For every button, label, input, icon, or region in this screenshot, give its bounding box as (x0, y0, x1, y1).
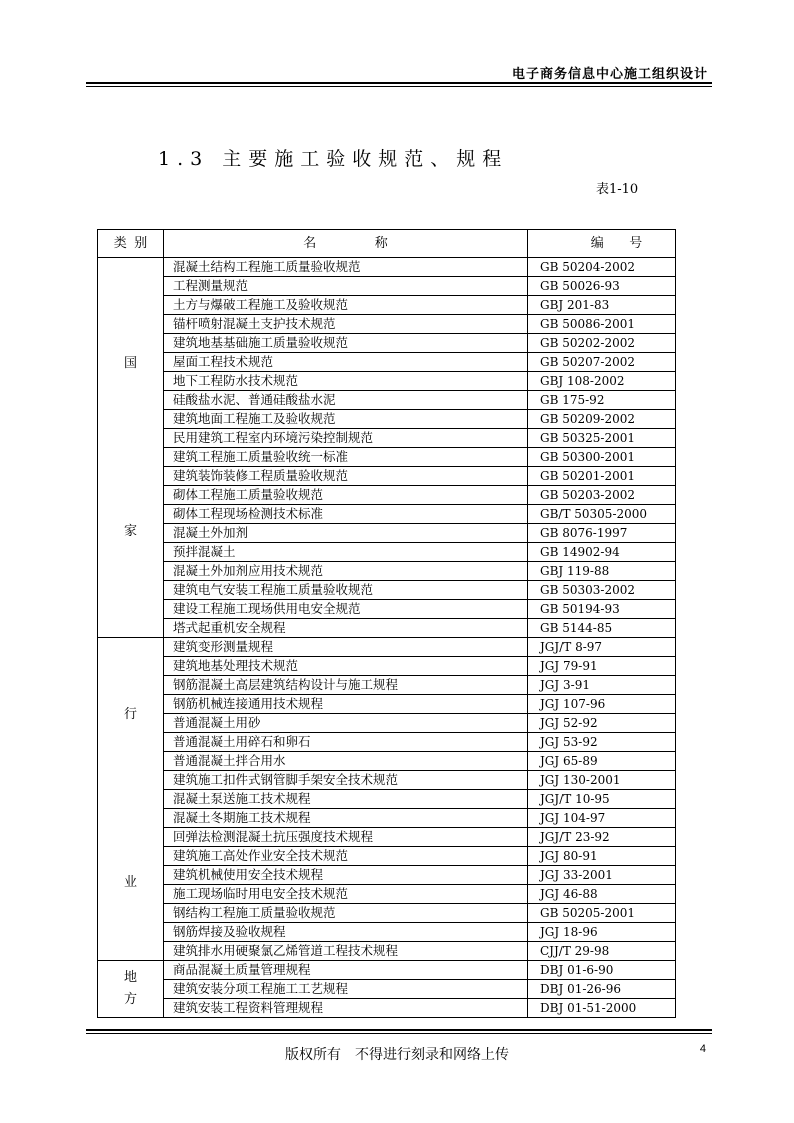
table-row (98, 391, 676, 410)
standard-code: JGJ 46-88 (528, 885, 676, 904)
standard-code: GB/T 50305-2000 (528, 505, 676, 524)
standard-name: 建筑地基处理技术规范 (164, 657, 528, 676)
category-label-char: 方 (123, 992, 137, 1007)
standard-name: 建筑装饰装修工程质量验收规范 (164, 467, 528, 486)
table-row (98, 600, 676, 619)
table-row (98, 771, 676, 790)
standard-code: GB 50207-2002 (528, 353, 676, 372)
standard-code: GB 50202-2002 (528, 334, 676, 353)
standard-code: JGJ 3-91 (528, 676, 676, 695)
standard-code: JGJ 65-89 (528, 752, 676, 771)
standard-code: CJJ/T 29-98 (528, 942, 676, 961)
standard-name: 商品混凝土质量管理规程 (164, 961, 528, 980)
header-code (528, 230, 676, 258)
category-label-char: 家 (123, 523, 137, 539)
table-row (98, 904, 676, 923)
standard-name: 混凝土结构工程施工质量验收规范 (164, 258, 528, 277)
table-row (98, 657, 676, 676)
standard-name: 混凝土冬期施工技术规程 (164, 809, 528, 828)
table-row (98, 296, 676, 315)
page-number: 4 (699, 1043, 706, 1055)
document-header-title: 电子商务信息中心施工组织设计 (511, 67, 708, 82)
standard-code: GB 50300-2001 (528, 448, 676, 467)
category-cell (98, 258, 164, 638)
standard-name: 土方与爆破工程施工及验收规范 (164, 296, 528, 315)
table-row (98, 676, 676, 695)
table-row (98, 467, 676, 486)
standard-name: 混凝土泵送施工技术规程 (164, 790, 528, 809)
header-category-char-1: 类 (113, 235, 127, 251)
standards-table (97, 229, 676, 1018)
table-row (98, 752, 676, 771)
standard-name: 普通混凝土用碎石和卵石 (164, 733, 528, 752)
table-row (98, 258, 676, 277)
standard-name: 普通混凝土拌合用水 (164, 752, 528, 771)
standard-name: 建筑变形测量规程 (164, 638, 528, 657)
standard-code: GB 5144-85 (528, 619, 676, 638)
table-row (98, 999, 676, 1018)
standard-name: 砌体工程施工质量验收规范 (164, 486, 528, 505)
standard-code: GBJ 119-88 (528, 562, 676, 581)
standard-name: 预拌混凝土 (164, 543, 528, 562)
table-row (98, 809, 676, 828)
table-row (98, 923, 676, 942)
standard-code: GB 50303-2002 (528, 581, 676, 600)
standard-code: GB 50194-93 (528, 600, 676, 619)
table-row (98, 828, 676, 847)
standard-code: JGJ/T 8-97 (528, 638, 676, 657)
header-rule (86, 82, 712, 84)
footer-rule-thin (86, 1033, 712, 1034)
standard-name: 塔式起重机安全规程 (164, 619, 528, 638)
table-number: 表1-10 (596, 182, 639, 197)
standard-code: JGJ/T 10-95 (528, 790, 676, 809)
footer-rule (86, 1029, 712, 1031)
copyright-notice: 版权所有 不得进行刻录和网络上传 (285, 1047, 509, 1063)
standard-name: 普通混凝土用砂 (164, 714, 528, 733)
standard-name: 混凝土外加剂 (164, 524, 528, 543)
table-row (98, 315, 676, 334)
table-row (98, 733, 676, 752)
table-row (98, 980, 676, 999)
standard-name: 民用建筑工程室内环境污染控制规范 (164, 429, 528, 448)
standard-name: 建设工程施工现场供用电安全规范 (164, 600, 528, 619)
header-name (164, 230, 528, 258)
category-label-char: 业 (123, 875, 137, 890)
standard-code: GB 50203-2002 (528, 486, 676, 505)
standard-code: JGJ 33-2001 (528, 866, 676, 885)
standard-code: GB 50204-2002 (528, 258, 676, 277)
standard-name: 施工现场临时用电安全技术规范 (164, 885, 528, 904)
standard-code: JGJ 104-97 (528, 809, 676, 828)
standard-code: JGJ 80-91 (528, 847, 676, 866)
category-label-char: 地 (123, 970, 137, 985)
standard-name: 工程测量规范 (164, 277, 528, 296)
standard-code: GBJ 108-2002 (528, 372, 676, 391)
header-name-char-2: 称 (374, 235, 388, 251)
table-row (98, 410, 676, 429)
standard-name: 建筑地面工程施工及验收规范 (164, 410, 528, 429)
standard-code: GBJ 201-83 (528, 296, 676, 315)
standard-name: 建筑安装分项工程施工工艺规程 (164, 980, 528, 999)
standard-name: 地下工程防水技术规范 (164, 372, 528, 391)
header-code-char-1: 编 (590, 235, 604, 251)
standard-code: JGJ 53-92 (528, 733, 676, 752)
standard-name: 钢筋机械连接通用技术规程 (164, 695, 528, 714)
standard-name: 建筑施工高处作业安全技术规范 (164, 847, 528, 866)
standard-code: JGJ 18-96 (528, 923, 676, 942)
standard-code: JGJ/T 23-92 (528, 828, 676, 847)
standard-name: 钢筋焊接及验收规程 (164, 923, 528, 942)
header-name-char-1: 名 (303, 235, 317, 251)
standard-name: 砌体工程现场检测技术标准 (164, 505, 528, 524)
table-row (98, 619, 676, 638)
table-row (98, 505, 676, 524)
standard-code: DBJ 01-26-96 (528, 980, 676, 999)
standard-name: 建筑电气安装工程施工质量验收规范 (164, 581, 528, 600)
standard-name: 建筑地基基础施工质量验收规范 (164, 334, 528, 353)
table-row (98, 885, 676, 904)
standard-code: DBJ 01-51-2000 (528, 999, 676, 1018)
table-row (98, 543, 676, 562)
standard-name: 建筑排水用硬聚氯乙烯管道工程技术规程 (164, 942, 528, 961)
table-row (98, 486, 676, 505)
table-row (98, 638, 676, 657)
category-cell (98, 638, 164, 961)
category-label-char: 行 (123, 707, 137, 722)
standard-name: 锚杆喷射混凝土支护技术规范 (164, 315, 528, 334)
standard-name: 建筑安装工程资料管理规程 (164, 999, 528, 1018)
standard-code: JGJ 107-96 (528, 695, 676, 714)
table-header-row (98, 230, 676, 258)
standard-code: JGJ 130-2001 (528, 771, 676, 790)
table-row (98, 581, 676, 600)
standard-name: 屋面工程技术规范 (164, 353, 528, 372)
standard-name: 硅酸盐水泥、普通硅酸盐水泥 (164, 391, 528, 410)
table-row (98, 334, 676, 353)
table-row (98, 714, 676, 733)
standard-code: GB 50086-2001 (528, 315, 676, 334)
standard-code: GB 50205-2001 (528, 904, 676, 923)
standard-code: DBJ 01-6-90 (528, 961, 676, 980)
standard-code: JGJ 79-91 (528, 657, 676, 676)
table-row (98, 847, 676, 866)
header-category-char-2: 别 (134, 235, 148, 251)
table-row (98, 353, 676, 372)
table-row (98, 448, 676, 467)
header-category (98, 230, 164, 258)
standard-name: 钢结构工程施工质量验收规范 (164, 904, 528, 923)
header-rule-thin (86, 86, 712, 87)
standard-name: 建筑工程施工质量验收统一标准 (164, 448, 528, 467)
table-row (98, 524, 676, 543)
standard-code: GB 175-92 (528, 391, 676, 410)
header-code-char-2: 号 (629, 235, 643, 251)
table-row (98, 277, 676, 296)
table-row (98, 429, 676, 448)
table-row (98, 942, 676, 961)
standard-code: GB 50201-2001 (528, 467, 676, 486)
standard-code: GB 50325-2001 (528, 429, 676, 448)
standard-code: GB 50026-93 (528, 277, 676, 296)
table-row (98, 562, 676, 581)
section-title: 1.3 主要施工验收规范、规程 (158, 148, 509, 170)
standard-name: 建筑施工扣件式钢管脚手架安全技术规范 (164, 771, 528, 790)
standard-name: 混凝土外加剂应用技术规范 (164, 562, 528, 581)
table-row (98, 695, 676, 714)
standard-code: GB 14902-94 (528, 543, 676, 562)
standard-code: GB 8076-1997 (528, 524, 676, 543)
table-row (98, 866, 676, 885)
standard-code: GB 50209-2002 (528, 410, 676, 429)
standard-name: 回弹法检测混凝土抗压强度技术规程 (164, 828, 528, 847)
category-label-char: 国 (123, 355, 137, 371)
category-cell (98, 961, 164, 1018)
standard-name: 钢筋混凝土高层建筑结构设计与施工规程 (164, 676, 528, 695)
standard-name: 建筑机械使用安全技术规程 (164, 866, 528, 885)
table-row (98, 961, 676, 980)
table-row (98, 372, 676, 391)
standard-code: JGJ 52-92 (528, 714, 676, 733)
table-row (98, 790, 676, 809)
